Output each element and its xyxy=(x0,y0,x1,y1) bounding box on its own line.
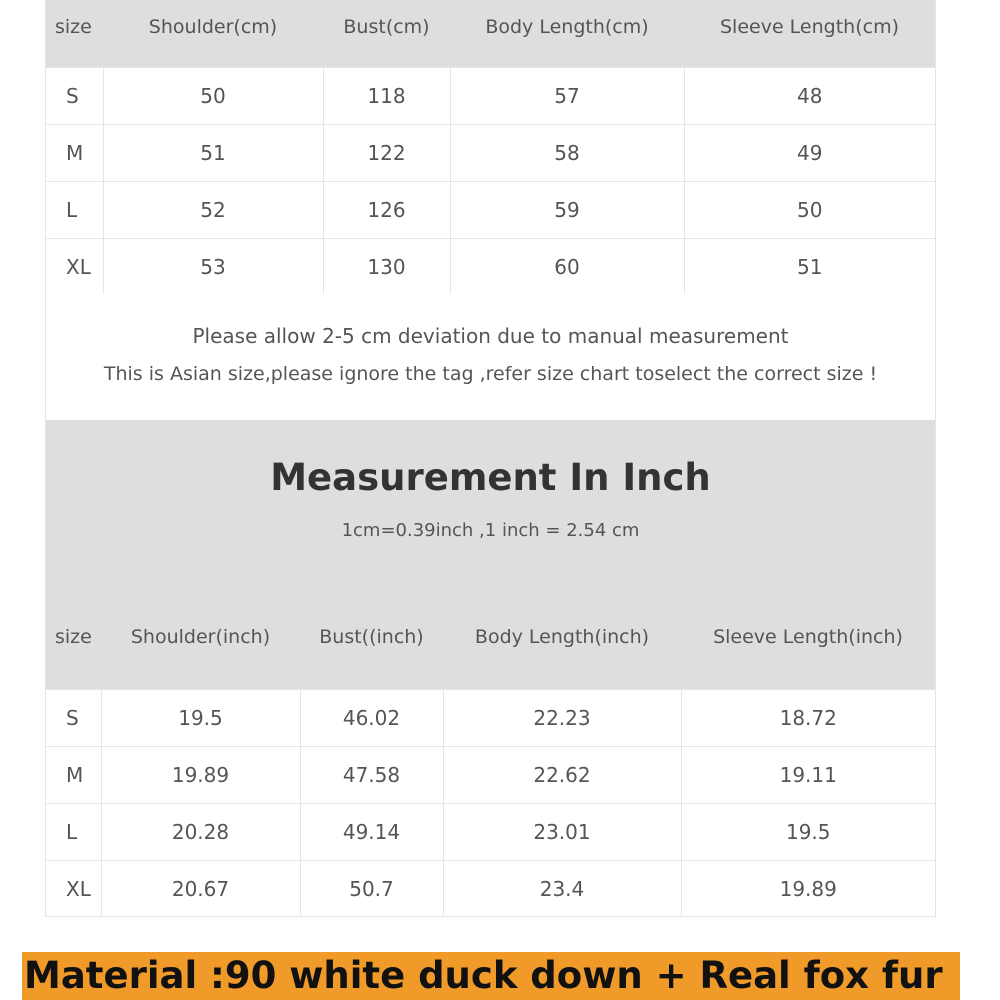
size-chart-sheet xyxy=(45,0,936,917)
cell-body-length: 22.62 xyxy=(443,747,681,804)
inch-header-bust: Bust((inch) xyxy=(319,625,424,648)
cell-body-length: 59 xyxy=(450,181,684,238)
cell-size: XL xyxy=(46,238,103,295)
table-row xyxy=(46,690,935,747)
cell-size: S xyxy=(46,690,101,747)
cell-sleeve-length: 19.89 xyxy=(681,861,935,918)
cell-sleeve-length: 49 xyxy=(684,124,935,181)
table-row xyxy=(46,238,935,295)
cell-size: L xyxy=(46,804,101,861)
cell-size: M xyxy=(46,747,101,804)
inch-header-shoulder: Shoulder(inch) xyxy=(130,625,271,648)
cm-size-table xyxy=(46,0,935,295)
cell-size: S xyxy=(46,67,103,124)
cell-bust: 126 xyxy=(323,181,450,238)
cell-shoulder: 20.67 xyxy=(101,861,300,918)
cm-header-shoulder: Shoulder(cm) xyxy=(103,0,323,67)
cell-body-length: 60 xyxy=(450,238,684,295)
inch-size-table xyxy=(46,584,935,917)
conversion-note: 1cm=0.39inch ,1 inch = 2.54 cm xyxy=(341,520,640,541)
cell-size: XL xyxy=(46,861,101,918)
cell-size: L xyxy=(46,181,103,238)
cell-bust: 130 xyxy=(323,238,450,295)
cell-bust: 118 xyxy=(323,67,450,124)
cell-shoulder: 19.89 xyxy=(101,747,300,804)
cell-bust: 47.58 xyxy=(300,747,443,804)
asian-size-note: This is Asian size,please ignore the tag ,refer size chart toselect the correct size ! xyxy=(103,363,878,385)
inch-header-body-length: Body Length(inch) xyxy=(474,625,650,648)
table-row xyxy=(46,804,935,861)
cell-body-length: 23.01 xyxy=(443,804,681,861)
cell-bust: 50.7 xyxy=(300,861,443,918)
cm-header-sleeve-length: Sleeve Length(cm) xyxy=(684,0,935,67)
cell-bust: 122 xyxy=(323,124,450,181)
inch-table-header xyxy=(46,584,935,690)
table-row xyxy=(46,124,935,181)
cell-sleeve-length: 50 xyxy=(684,181,935,238)
inch-section-title: Measurement In Inch xyxy=(270,456,711,499)
table-row xyxy=(46,747,935,804)
cm-header-size: size xyxy=(46,0,103,67)
cell-sleeve-length: 19.5 xyxy=(681,804,935,861)
table-row xyxy=(46,181,935,238)
cell-sleeve-length: 48 xyxy=(684,67,935,124)
deviation-note: Please allow 2-5 cm deviation due to manual measurement xyxy=(192,324,789,348)
cm-header-bust: Bust(cm) xyxy=(323,0,450,67)
cell-sleeve-length: 18.72 xyxy=(681,690,935,747)
material-banner xyxy=(22,952,960,1000)
cell-sleeve-length: 51 xyxy=(684,238,935,295)
cell-shoulder: 19.5 xyxy=(101,690,300,747)
cm-table-header xyxy=(46,0,935,67)
cell-size: M xyxy=(46,124,103,181)
cell-shoulder: 20.28 xyxy=(101,804,300,861)
cell-shoulder: 51 xyxy=(103,124,323,181)
table-row xyxy=(46,67,935,124)
cell-bust: 46.02 xyxy=(300,690,443,747)
inch-header-size: size xyxy=(55,625,92,648)
cell-body-length: 23.4 xyxy=(443,861,681,918)
cell-body-length: 58 xyxy=(450,124,684,181)
cell-shoulder: 52 xyxy=(103,181,323,238)
cell-shoulder: 53 xyxy=(103,238,323,295)
cm-header-body-length: Body Length(cm) xyxy=(450,0,684,67)
cell-body-length: 57 xyxy=(450,67,684,124)
material-text: Material :90 white duck down + Real fox fur xyxy=(24,954,943,997)
cell-bust: 49.14 xyxy=(300,804,443,861)
table-row xyxy=(46,861,935,918)
inch-header-sleeve-length: Sleeve Length(inch) xyxy=(713,625,903,648)
cell-body-length: 22.23 xyxy=(443,690,681,747)
cell-shoulder: 50 xyxy=(103,67,323,124)
measurement-note xyxy=(46,294,935,418)
cell-sleeve-length: 19.11 xyxy=(681,747,935,804)
